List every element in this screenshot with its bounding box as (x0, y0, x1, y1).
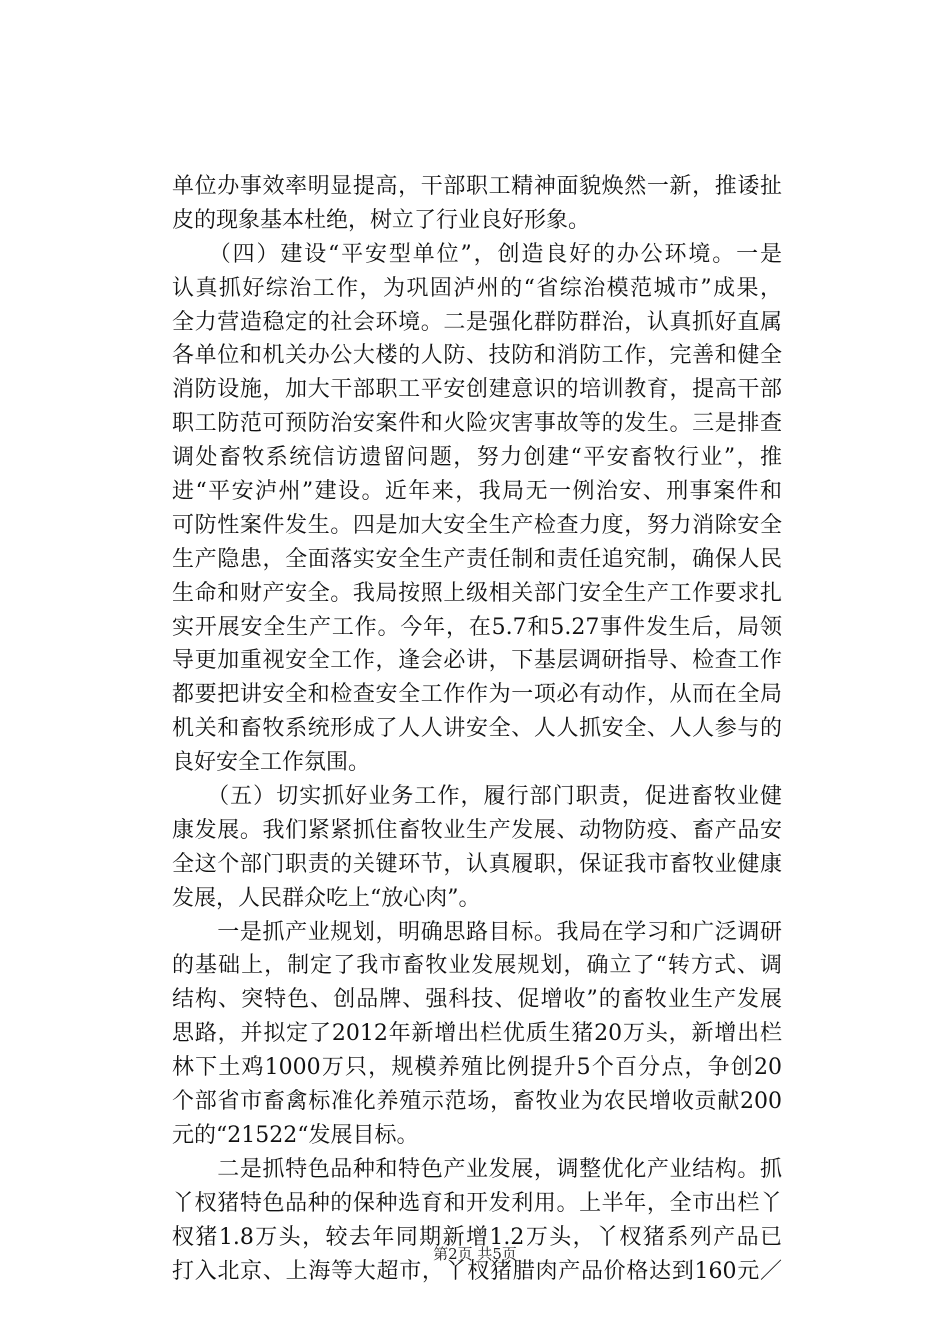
text-line: 导更加重视安全工作，逢会必讲，下基层调研指导、检查工作 (172, 648, 782, 674)
text-line: 可防性案件发生。四是加大安全生产检查力度，努力消除安全 (172, 512, 782, 538)
page-footer: 第2页 共5页 (433, 1245, 517, 1263)
text-line: 发展，人民群众吃上“放心肉”。 (172, 885, 481, 911)
text-line: 进“平安泸州”建设。近年来，我局无一例治安、刑事案件和 (172, 479, 782, 505)
text-line: 丫杈猪特色品种的保种选育和开发利用。上半年，全市出栏丫 (172, 1190, 782, 1216)
text-line: 全力营造稳定的社会环境。二是强化群防群治，认真抓好直属 (172, 309, 782, 335)
text-line: 各单位和机关办公大楼的人防、技防和消防工作，完善和健全 (172, 343, 782, 369)
text-line: 机关和畜牧系统形成了人人讲安全、人人抓安全、人人参与的 (172, 716, 782, 742)
text-line: 全这个部门职责的关键环节，认真履职，保证我市畜牧业健康 (172, 851, 782, 877)
text-line: 康发展。我们紧紧抓住畜牧业生产发展、动物防疫、畜产品安 (172, 817, 782, 843)
text-line: 生命和财产安全。我局按照上级相关部门安全生产工作要求扎 (172, 580, 782, 606)
text-line: 皮的现象基本杜绝，树立了行业良好形象。 (172, 207, 591, 233)
text-line: 单位办事效率明显提高，干部职工精神面貌焕然一新，推诿扯 (172, 174, 782, 199)
text-line: 元的“21522“发展目标。 (172, 1122, 419, 1148)
text-line: 思路，并拟定了2012年新增出栏优质生猪20万头，新增出栏 (172, 1021, 782, 1047)
text-line: 实开展安全生产工作。今年，在5.7和5.27事件发生后，局领 (172, 614, 782, 640)
text-line: 都要把讲安全和检查安全工作作为一项必有动作，从而在全局 (172, 682, 782, 708)
text-line: （五）切实抓好业务工作，履行部门职责，促进畜牧业健 (172, 784, 782, 810)
text-line: 打入北京、上海等大超市，丫杈猪腊肉产品价格达到160元／ (172, 1258, 782, 1284)
text-line: 的基础上，制定了我市畜牧业发展规划，确立了“转方式、调 (172, 953, 782, 979)
text-line: 职工防范可预防治安案件和火险灾害事故等的发生。三是排查 (172, 411, 782, 437)
text-line: 良好安全工作氛围。 (172, 750, 371, 776)
text-line: 认真抓好综治工作，为巩固泸州的“省综治模范城市”成果， (172, 275, 782, 301)
text-line: 生产隐患，全面落实安全生产责任制和责任追究制，确保人民 (172, 546, 782, 572)
text-line: 杈猪1.8万头，较去年同期新增1.2万头，丫杈猪系列产品已 (172, 1224, 782, 1250)
text-line: 消防设施，加大干部职工平安创建意识的培训教育，提高干部 (172, 377, 782, 403)
text-line: 调处畜牧系统信访遗留问题，努力创建“平安畜牧行业”，推 (172, 445, 782, 471)
text-line: 二是抓特色品种和特色产业发展，调整优化产业结构。抓 (172, 1156, 782, 1182)
body-text (172, 170, 782, 1288)
text-line: （四）建设“平安型单位”，创造良好的办公环境。一是 (172, 241, 782, 267)
text-line: 林下土鸡1000万只，规模养殖比例提升5个百分点，争创20 (172, 1055, 782, 1081)
text-line: 个部省市畜禽标准化养殖示范场，畜牧业为农民增收贡献200 (172, 1089, 782, 1115)
text-line: 结构、突特色、创品牌、强科技、促增收”的畜牧业生产发展 (172, 987, 782, 1013)
text-line: 一是抓产业规划，明确思路目标。我局在学习和广泛调研 (172, 919, 782, 945)
